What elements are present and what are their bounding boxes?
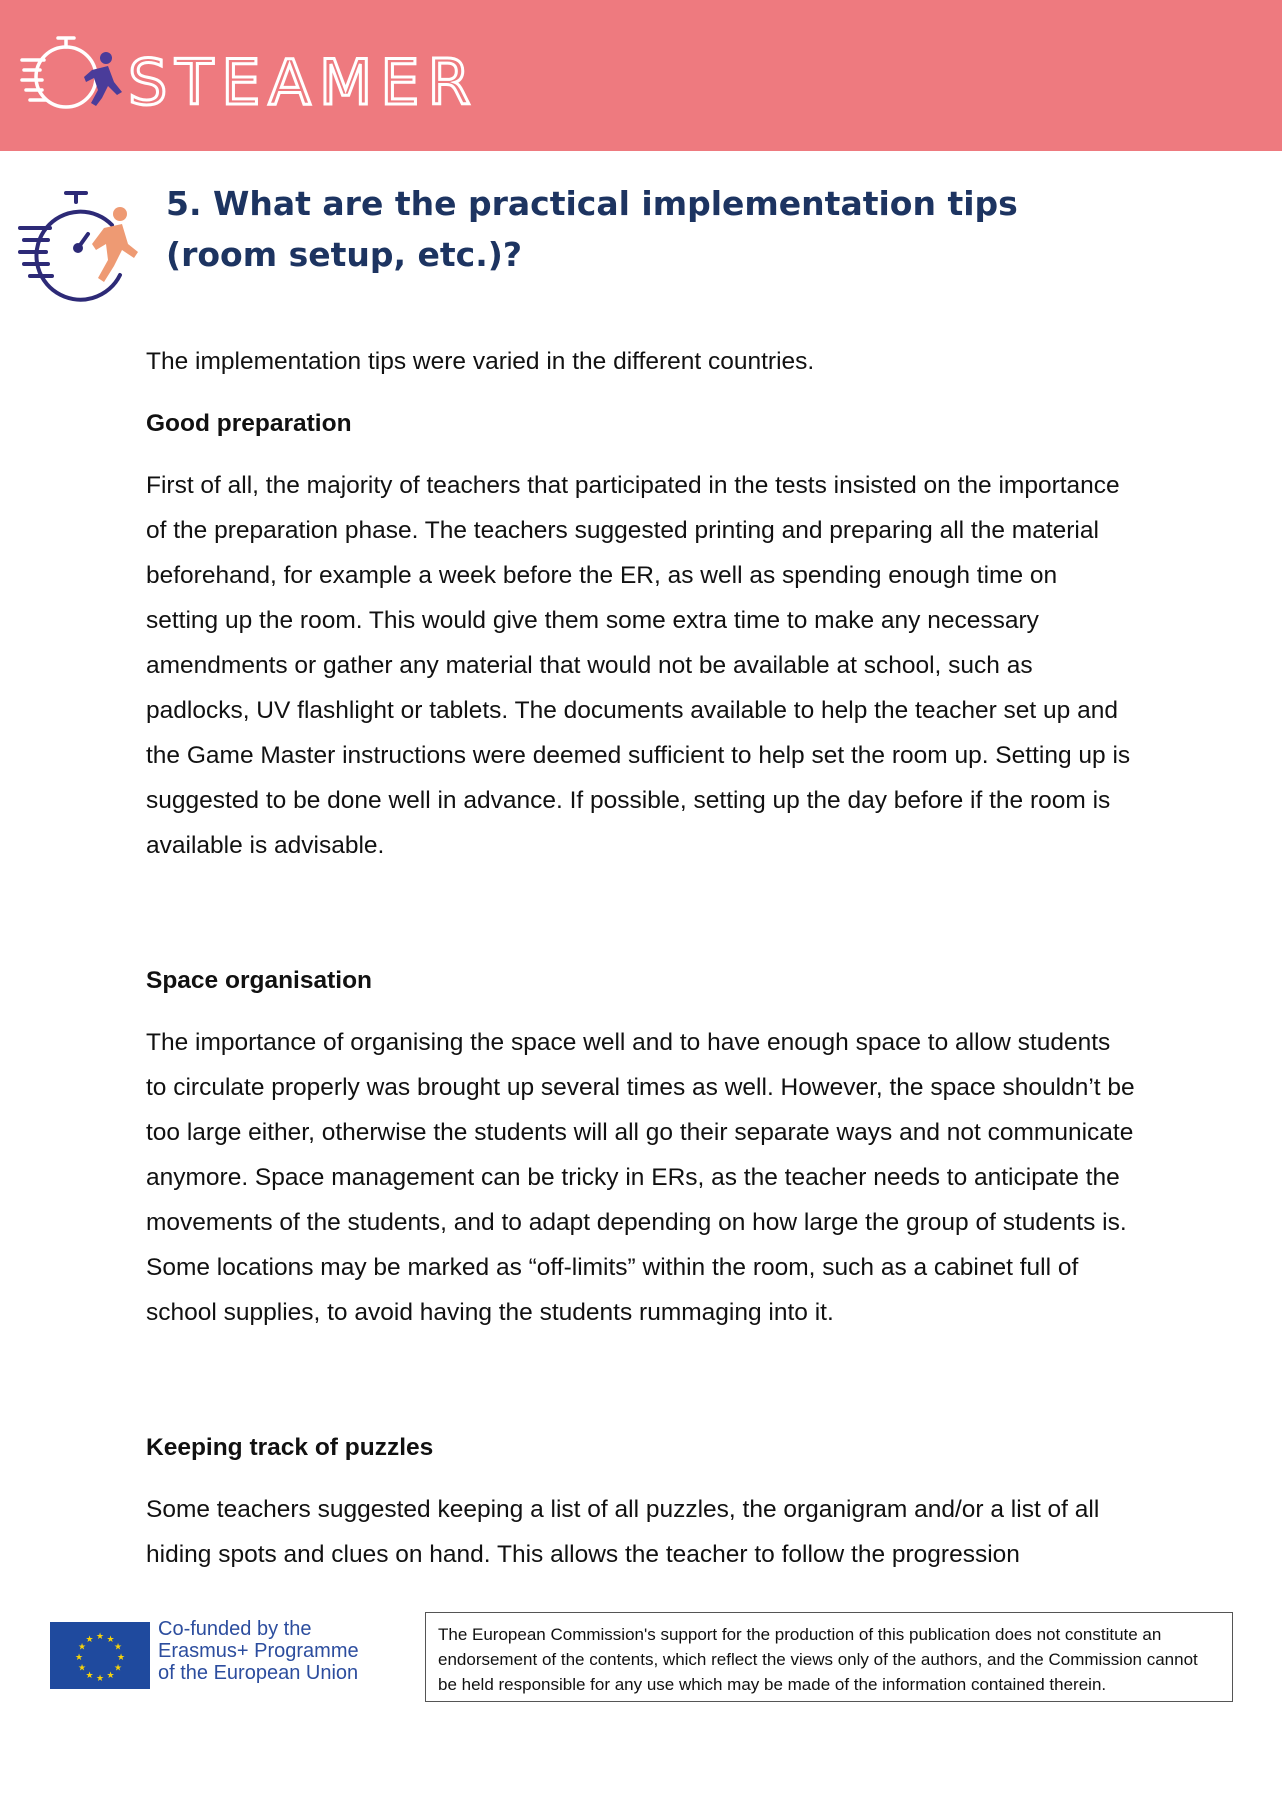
svg-text:★: ★ [74,1653,84,1663]
svg-text:★: ★ [95,1674,105,1684]
svg-text:★: ★ [85,1671,94,1681]
steamer-logo [22,30,479,122]
heading-keeping-track: Keeping track of puzzles [146,1434,434,1461]
svg-text:STEAMER: STEAMER [128,46,479,119]
disclaimer-box: The European Commission's support for the production of this publication does not constitute an endorsement of the contents, which reflect the views only of the authors, and the Commission cannot be held responsible for any use which may be made of the information contained therein. [425,1612,1233,1702]
svg-text:★: ★ [85,1635,94,1645]
svg-text:★: ★ [113,1663,123,1674]
svg-text:★: ★ [106,1635,115,1645]
svg-text:★: ★ [116,1653,126,1663]
intro-paragraph: The implementation tips were varied in the different countries. [146,348,815,375]
svg-text:★: ★ [95,1632,105,1642]
cofunded-line: Erasmus+ Programme [158,1640,359,1662]
section-title: 5. What are the practical implementation tips (room setup, etc.)? [166,184,1018,274]
svg-text:★: ★ [113,1642,123,1653]
svg-text:★: ★ [106,1671,115,1681]
paragraph-space-organisation: The importance of organising the space well and to have enough space to allow students to circulate properly was brought up several times as well. However, the space shouldn’t be too large either, otherwise the students will all go their separate ways and not communicate anymore. Space management can be tricky in ERs, as the teacher needs to anticipate the movements of the students, and to adapt depending on how large the group of students is. Some locations may be marked as “off-limits” within the room, such as a cabinet full of school supplies, to avoid having the students rummaging into it. [146,1029,1135,1326]
svg-text:★: ★ [77,1663,87,1674]
cofunded-line: of the European Union [158,1662,359,1684]
cofunded-text [158,1618,359,1684]
svg-text:★: ★ [77,1642,87,1653]
footer [0,1608,1282,1708]
cofunded-line: Co-funded by the [158,1618,312,1640]
header-band [0,0,1282,151]
paragraph-keeping-track: Some teachers suggested keeping a list of all puzzles, the organigram and/or a list of all hiding spots and clues on hand. This allows the teacher to follow the progression [146,1496,1100,1568]
eu-flag-icon [50,1622,150,1689]
heading-space-organisation: Space organisation [146,967,373,994]
content-body [146,339,1136,1577]
paragraph-good-preparation: First of all, the majority of teachers that participated in the tests insisted on the importance of the preparation phase. The teachers suggested printing and preparing all the material beforehand, for example a week before the ER, as well as spending enough time on setting up the room. This would give them some extra time to make any necessary amendments or gather any material that would not be available at school, such as padlocks, UV flashlight or tablets. The documents available to help the teacher set up and the Game Master instructions were deemed sufficient to help set the room up. Setting up is suggested to be done well in advance. If possible, setting up the day before if the room is available is advisable. [146,472,1131,859]
heading-good-preparation: Good preparation [146,410,352,437]
stopwatch-runner-icon [20,190,150,305]
